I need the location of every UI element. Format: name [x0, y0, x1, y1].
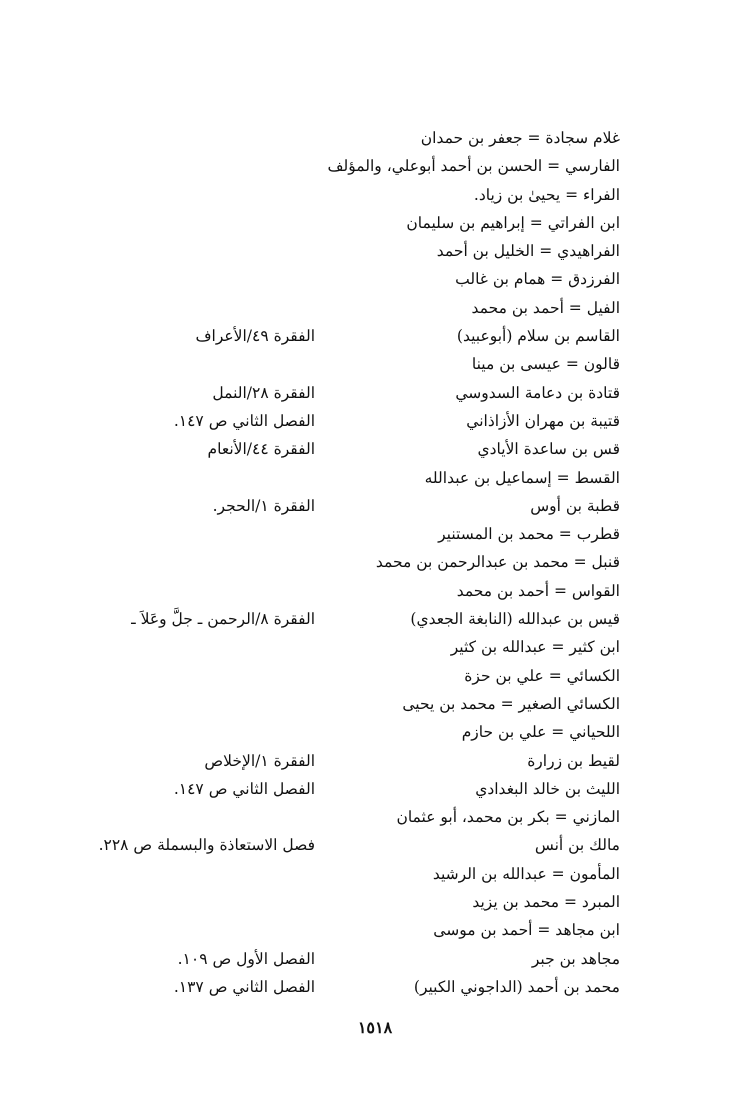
entry-name: الفيل = أحمد بن محمد	[471, 298, 620, 317]
index-entry	[0, 379, 750, 407]
index-entry	[0, 520, 750, 548]
entry-name: الفارسي = الحسن بن أحمد أبوعلي، والمؤلف	[327, 157, 620, 176]
entry-name: الكسائي = علي بن حزة	[464, 666, 620, 685]
entry-name: قتادة بن دعامة السدوسي	[455, 383, 620, 402]
entry-reference: الفصل الثاني ص ١٤٧.	[173, 779, 315, 798]
entry-name: مجاهد بن جبر	[531, 949, 620, 968]
name-index-list	[0, 124, 750, 1001]
index-entry	[0, 152, 750, 180]
entry-name: الليث بن خالد البغدادي	[475, 779, 620, 798]
entry-name: الفرزدق = همام بن غالب	[455, 270, 620, 289]
entry-name: قطرب = محمد بن المستنير	[438, 525, 620, 544]
entry-name: قتيبة بن مهران الأزاذاني	[466, 411, 620, 430]
index-entry	[0, 916, 750, 944]
entry-name: قس بن ساعدة الأيادي	[477, 440, 620, 459]
index-entry	[0, 718, 750, 746]
entry-reference: فصل الاستعاذة والبسملة ص ٢٢٨.	[98, 836, 315, 855]
index-entry	[0, 294, 750, 322]
entry-name: الفراء = يحيىٰ بن زياد.	[473, 185, 620, 204]
index-entry	[0, 407, 750, 435]
entry-name: ابن الفراتي = إبراهيم بن سليمان	[406, 213, 620, 232]
entry-reference: الفقرة ١/الإخلاص	[204, 751, 315, 770]
entry-reference: الفصل الأول ص ١٠٩.	[177, 949, 315, 968]
entry-name: قالون = عيسى بن مينا	[471, 355, 620, 374]
entry-name: القاسم بن سلام (أبوعبيد)	[456, 327, 620, 346]
index-entry	[0, 124, 750, 152]
entry-name: الفراهيدي = الخليل بن أحمد	[436, 242, 620, 261]
index-entry	[0, 209, 750, 237]
entry-name: قنبل = محمد بن عبدالرحمن بن محمد	[375, 553, 620, 572]
index-entry	[0, 775, 750, 803]
entry-name: القسط = إسماعيل بن عبدالله	[424, 468, 620, 487]
index-entry	[0, 690, 750, 718]
entry-name: المازني = بكر بن محمد، أبو عثمان	[396, 808, 620, 827]
index-entry	[0, 350, 750, 378]
page-number: ١٥١٨	[357, 1018, 393, 1037]
entry-reference: الفقرة ٤٩/الأعراف	[195, 327, 315, 346]
index-entry	[0, 662, 750, 690]
entry-name: لقيط بن زرارة	[527, 751, 620, 770]
index-entry	[0, 237, 750, 265]
entry-name: الكسائي الصغير = محمد بن يحيى	[402, 694, 620, 713]
index-entry	[0, 831, 750, 859]
entry-name: غلام سجادة = جعفر بن حمدان	[420, 129, 620, 147]
entry-reference: الفقرة ٨/الرحمن ـ جلَّ وعَلاَ ـ	[131, 610, 315, 629]
index-entry	[0, 633, 750, 661]
index-entry	[0, 747, 750, 775]
index-entry	[0, 181, 750, 209]
index-entry	[0, 435, 750, 463]
index-entry	[0, 548, 750, 576]
entry-name: المبرد = محمد بن يزيد	[472, 893, 620, 912]
entry-name: محمد بن أحمد (الداجوني الكبير)	[413, 977, 620, 996]
index-entry	[0, 577, 750, 605]
index-entry	[0, 605, 750, 633]
entry-name: قيس بن عبدالله (النابغة الجعدي)	[410, 610, 620, 629]
entry-name: قطبة بن أوس	[530, 496, 620, 515]
index-entry	[0, 803, 750, 831]
entry-reference: الفقرة ٤٤/الأنعام	[207, 440, 315, 459]
index-entry	[0, 492, 750, 520]
index-entry	[0, 973, 750, 1001]
entry-name: ابن مجاهد = أحمد بن موسى	[433, 921, 620, 940]
index-entry	[0, 322, 750, 350]
entry-reference: الفقرة ١/الحجر.	[212, 496, 315, 515]
entry-reference: الفقرة ٢٨/النمل	[212, 383, 315, 402]
entry-name: المأمون = عبدالله بن الرشيد	[432, 864, 620, 883]
entry-name: اللحياني = علي بن حازم	[461, 723, 620, 742]
index-entry	[0, 945, 750, 973]
entry-reference: الفصل الثاني ص ١٣٧.	[173, 977, 315, 996]
index-entry	[0, 860, 750, 888]
entry-name: القواس = أحمد بن محمد	[456, 581, 620, 600]
index-entry	[0, 265, 750, 293]
index-entry	[0, 888, 750, 916]
entry-name: ابن كثير = عبدالله بن كثير	[450, 638, 620, 657]
entry-reference: الفصل الثاني ص ١٤٧.	[173, 411, 315, 430]
index-entry	[0, 464, 750, 492]
entry-name: مالك بن أنس	[534, 836, 620, 855]
